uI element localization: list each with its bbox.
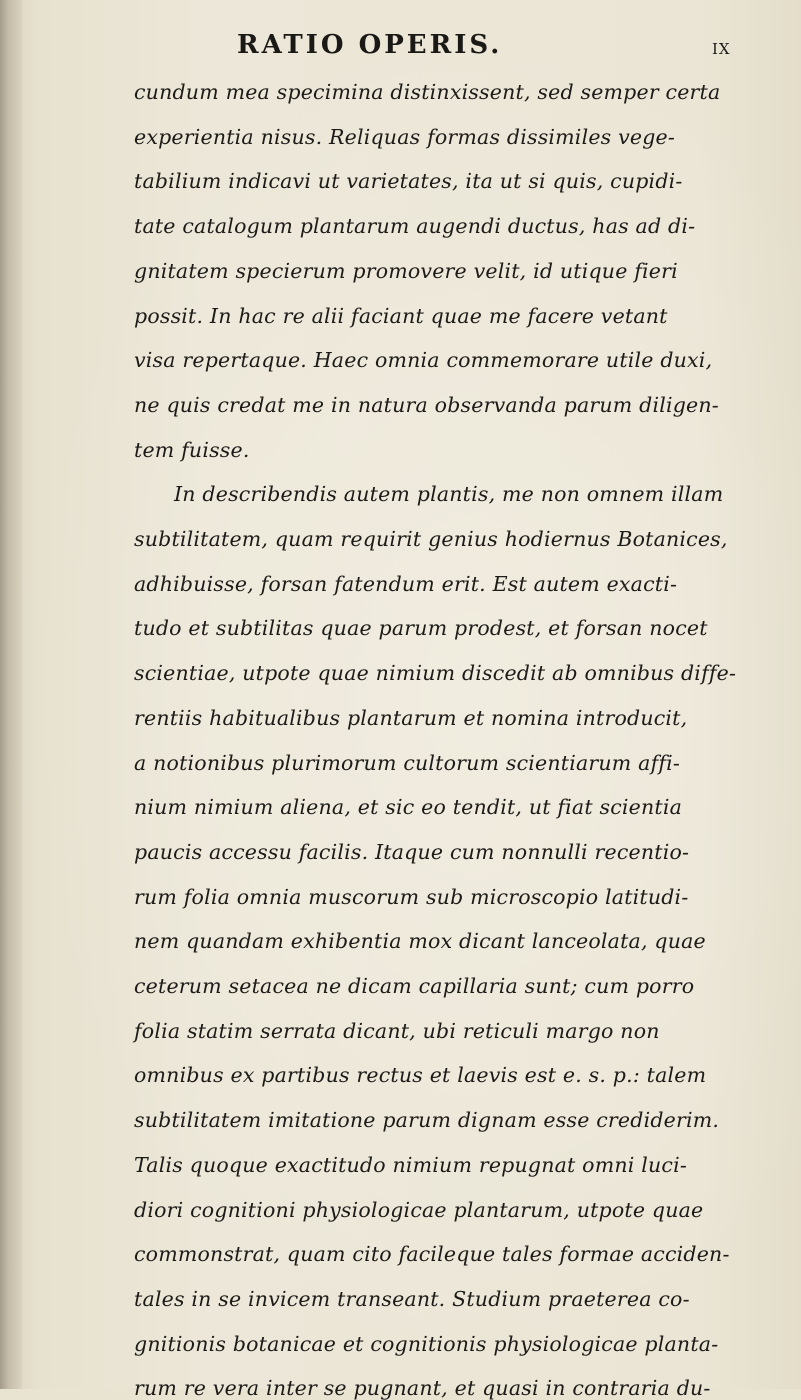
text-line: nem quandam exhibentia mox dicant lanceolata, quae — [134, 929, 706, 954]
page-gutter-edge — [0, 0, 22, 1389]
page-number: IX — [712, 40, 731, 58]
text-line: cundum mea specimina distinxissent, sed semper certa — [134, 80, 721, 104]
text-line: rum folia omnia muscorum sub microscopio latitudi- — [134, 884, 689, 909]
text-line: folia statim serrata dicant, ubi reticuli margo non — [134, 1018, 660, 1043]
text-line: visa repertaque. Haec omnia commemorare utile duxi, — [134, 348, 713, 373]
text-line: diori cognitioni physiologicae plantarum, utpote quae — [134, 1197, 704, 1222]
text-line: rentiis habitualibus plantarum et nomina introducit, — [134, 705, 688, 730]
text-line: tem fuisse. — [134, 437, 250, 462]
paragraph-start-line: In describendis autem plantis, me non omnem illam — [174, 482, 724, 507]
text-line: adhibuisse, forsan fatendum erit. Est autem exacti- — [134, 571, 678, 596]
text-line: subtilitatem, quam requirit genius hodiernus Botanices, — [134, 527, 728, 551]
text-line: ne quis credat me in natura observanda parum diligen- — [134, 392, 719, 417]
text-line: a notionibus plurimorum cultorum scientiarum affi- — [134, 750, 681, 775]
running-title: RATIO OPERIS. — [237, 30, 503, 60]
text-line: scientiae, utpote quae nimium discedit ab omnibus diffe- — [134, 661, 737, 686]
text-line: omnibus ex partibus rectus et laevis est e. s. p.: talem — [134, 1063, 707, 1088]
text-line: nium nimium aliena, et sic eo tendit, ut fiat scientia — [134, 795, 683, 820]
text-line: tudo et subtilitas quae parum prodest, et forsan nocet — [134, 616, 708, 641]
text-line: tales in se invicem transeant. Studium praeterea co- — [134, 1286, 690, 1311]
text-line: Talis quoque exactitudo nimium repugnat omni luci- — [134, 1152, 687, 1177]
text-line: tabilium indicavi ut varietates, ita ut si quis, cupidi- — [134, 169, 683, 194]
text-line: ceterum setacea ne dicam capillaria sunt; cum porro — [134, 974, 695, 998]
text-line: subtilitatem imitatione parum dignam esse crediderim. — [134, 1108, 720, 1133]
text-line: gnitatem specierum promovere velit, id utique fieri — [134, 258, 678, 283]
page-header — [0, 20, 801, 70]
text-line: tate catalogum plantarum augendi ductus, has ad di- — [134, 214, 696, 239]
text-line: paucis accessu facilis. Itaque cum nonnulli recentio- — [134, 839, 690, 864]
text-line: experientia nisus. Reliquas formas dissimiles vege- — [134, 124, 675, 149]
text-line: commonstrat, quam cito facileque tales formae acciden- — [134, 1242, 730, 1267]
text-line: possit. In hac re alii faciant quae me facere vetant — [134, 303, 668, 328]
text-line: rum re vera inter se pugnant, et quasi in contraria du- — [134, 1376, 711, 1400]
text-line: gnitionis botanicae et cognitionis physiologicae planta- — [134, 1331, 719, 1356]
